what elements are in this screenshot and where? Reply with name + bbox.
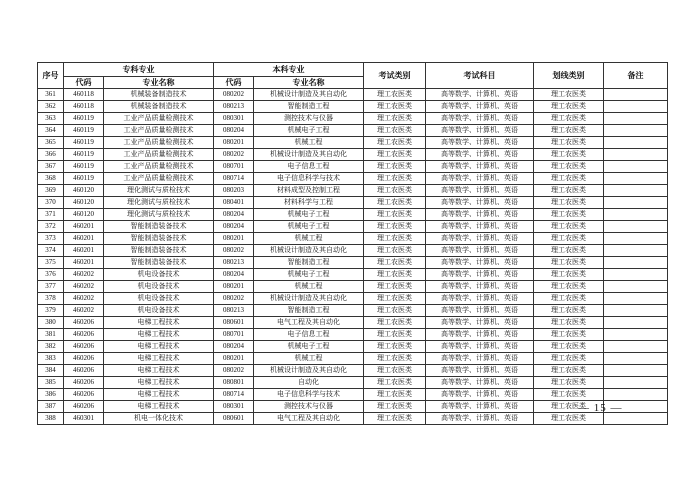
seq-cell: 382 (38, 341, 64, 353)
benke-code-cell: 080204 (214, 125, 254, 137)
benke-name-cell: 材料成型及控制工程 (254, 185, 364, 197)
benke-name-cell: 电子信息科学与技术 (254, 389, 364, 401)
note-cell (604, 329, 668, 341)
zhuanke-code-cell: 460202 (64, 269, 104, 281)
exam-subjects-cell: 高等数学、计算机、英语 (426, 185, 534, 197)
exam-type-cell: 理工农医类 (364, 305, 426, 317)
note-cell (604, 341, 668, 353)
note-cell (604, 233, 668, 245)
zhuanke-name-cell: 机电一体化技术 (104, 413, 214, 425)
zhuanke-name-cell: 电梯工程技术 (104, 317, 214, 329)
benke-code-cell: 080714 (214, 389, 254, 401)
exam-type-cell: 理工农医类 (364, 245, 426, 257)
seq-cell: 383 (38, 353, 64, 365)
benke-code-cell: 080204 (214, 221, 254, 233)
note-cell (604, 365, 668, 377)
zhuanke-name-cell: 电梯工程技术 (104, 365, 214, 377)
zhuanke-name-cell: 机电设备技术 (104, 281, 214, 293)
exam-type-cell: 理工农医类 (364, 101, 426, 113)
zhuanke-name-cell: 机械装备制造技术 (104, 89, 214, 101)
exam-type-cell: 理工农医类 (364, 353, 426, 365)
line-type-cell: 理工农医类 (534, 305, 604, 317)
exam-subjects-cell: 高等数学、计算机、英语 (426, 377, 534, 389)
line-type-cell: 理工农医类 (534, 353, 604, 365)
zhuanke-code-cell: 460206 (64, 365, 104, 377)
benke-name-cell: 机械电子工程 (254, 125, 364, 137)
seq-cell: 376 (38, 269, 64, 281)
seq-cell: 368 (38, 173, 64, 185)
table-row (38, 353, 668, 365)
zhuanke-name-cell: 机电设备技术 (104, 269, 214, 281)
benke-name-cell: 智能制造工程 (254, 305, 364, 317)
zhuanke-name-cell: 机电设备技术 (104, 305, 214, 317)
header-row-1 (38, 63, 668, 77)
table-row (38, 221, 668, 233)
zhuanke-name-cell: 电梯工程技术 (104, 353, 214, 365)
benke-code-cell: 080202 (214, 365, 254, 377)
note-cell (604, 413, 668, 425)
exam-type-cell: 理工农医类 (364, 161, 426, 173)
benke-code-cell: 080204 (214, 269, 254, 281)
line-type-cell: 理工农医类 (534, 365, 604, 377)
zhuanke-name-cell: 智能制造装备技术 (104, 245, 214, 257)
zhuanke-code-cell: 460120 (64, 185, 104, 197)
note-cell (604, 185, 668, 197)
table-row (38, 173, 668, 185)
zhuanke-code-cell: 460119 (64, 161, 104, 173)
zhuanke-name-cell: 电梯工程技术 (104, 329, 214, 341)
zhuanke-code-cell: 460120 (64, 209, 104, 221)
table-row (38, 365, 668, 377)
seq-cell: 364 (38, 125, 64, 137)
seq-cell: 365 (38, 137, 64, 149)
seq-cell: 381 (38, 329, 64, 341)
benke-code-cell: 080201 (214, 137, 254, 149)
seq-cell: 385 (38, 377, 64, 389)
benke-code-cell: 080301 (214, 113, 254, 125)
line-type-cell: 理工农医类 (534, 149, 604, 161)
benke-code-cell: 080213 (214, 257, 254, 269)
exam-subjects-cell: 高等数学、计算机、英语 (426, 353, 534, 365)
benke-name-cell: 自动化 (254, 377, 364, 389)
exam-subjects-cell: 高等数学、计算机、英语 (426, 257, 534, 269)
benke-code-cell: 080301 (214, 401, 254, 413)
benke-code-cell: 080213 (214, 305, 254, 317)
seq-cell: 387 (38, 401, 64, 413)
table-row (38, 137, 668, 149)
zhuanke-code-cell: 460118 (64, 89, 104, 101)
header-seq: 序号 (38, 63, 64, 89)
zhuanke-name-cell: 机电设备技术 (104, 293, 214, 305)
table-row (38, 413, 668, 425)
header-zhuanke: 专科专业 (64, 63, 214, 77)
zhuanke-name-cell: 工业产品质量检测技术 (104, 161, 214, 173)
note-cell (604, 101, 668, 113)
zhuanke-code-cell: 460119 (64, 125, 104, 137)
table-row (38, 377, 668, 389)
seq-cell: 384 (38, 365, 64, 377)
note-cell (604, 293, 668, 305)
exam-subjects-cell: 高等数学、计算机、英语 (426, 197, 534, 209)
note-cell (604, 209, 668, 221)
zhuanke-name-cell: 理化测试与质检技术 (104, 209, 214, 221)
benke-code-cell: 080401 (214, 197, 254, 209)
benke-name-cell: 电子信息科学与技术 (254, 173, 364, 185)
header-benke-name: 专业名称 (254, 77, 364, 89)
exam-type-cell: 理工农医类 (364, 149, 426, 161)
benke-name-cell: 材料科学与工程 (254, 197, 364, 209)
line-type-cell: 理工农医类 (534, 377, 604, 389)
seq-cell: 374 (38, 245, 64, 257)
header-benke-code: 代码 (214, 77, 254, 89)
zhuanke-code-cell: 460119 (64, 173, 104, 185)
zhuanke-code-cell: 460206 (64, 353, 104, 365)
header-zhuanke-code: 代码 (64, 77, 104, 89)
exam-subjects-cell: 高等数学、计算机、英语 (426, 245, 534, 257)
exam-subjects-cell: 高等数学、计算机、英语 (426, 269, 534, 281)
exam-subjects-cell: 高等数学、计算机、英语 (426, 293, 534, 305)
note-cell (604, 113, 668, 125)
zhuanke-code-cell: 460118 (64, 101, 104, 113)
major-mapping-table (37, 62, 668, 425)
benke-name-cell: 电子信息工程 (254, 161, 364, 173)
exam-type-cell: 理工农医类 (364, 209, 426, 221)
benke-code-cell: 080701 (214, 329, 254, 341)
seq-cell: 363 (38, 113, 64, 125)
exam-type-cell: 理工农医类 (364, 113, 426, 125)
exam-subjects-cell: 高等数学、计算机、英语 (426, 341, 534, 353)
benke-name-cell: 机械电子工程 (254, 341, 364, 353)
line-type-cell: 理工农医类 (534, 125, 604, 137)
zhuanke-name-cell: 工业产品质量检测技术 (104, 125, 214, 137)
exam-subjects-cell: 高等数学、计算机、英语 (426, 413, 534, 425)
exam-type-cell: 理工农医类 (364, 233, 426, 245)
line-type-cell: 理工农医类 (534, 233, 604, 245)
table-row (38, 305, 668, 317)
zhuanke-code-cell: 460119 (64, 137, 104, 149)
exam-subjects-cell: 高等数学、计算机、英语 (426, 209, 534, 221)
note-cell (604, 221, 668, 233)
seq-cell: 366 (38, 149, 64, 161)
benke-name-cell: 机械设计制造及其自动化 (254, 149, 364, 161)
line-type-cell: 理工农医类 (534, 281, 604, 293)
note-cell (604, 377, 668, 389)
zhuanke-code-cell: 460206 (64, 329, 104, 341)
exam-subjects-cell: 高等数学、计算机、英语 (426, 401, 534, 413)
line-type-cell: 理工农医类 (534, 101, 604, 113)
table-row (38, 389, 668, 401)
benke-code-cell: 080701 (214, 161, 254, 173)
note-cell (604, 125, 668, 137)
seq-cell: 361 (38, 89, 64, 101)
zhuanke-name-cell: 工业产品质量检测技术 (104, 137, 214, 149)
exam-subjects-cell: 高等数学、计算机、英语 (426, 149, 534, 161)
zhuanke-code-cell: 460206 (64, 377, 104, 389)
exam-type-cell: 理工农医类 (364, 413, 426, 425)
exam-subjects-cell: 高等数学、计算机、英语 (426, 125, 534, 137)
exam-subjects-cell: 高等数学、计算机、英语 (426, 389, 534, 401)
zhuanke-code-cell: 460201 (64, 233, 104, 245)
benke-code-cell: 080213 (214, 101, 254, 113)
seq-cell: 378 (38, 293, 64, 305)
line-type-cell: 理工农医类 (534, 317, 604, 329)
note-cell (604, 197, 668, 209)
seq-cell: 371 (38, 209, 64, 221)
note-cell (604, 257, 668, 269)
benke-name-cell: 机械设计制造及其自动化 (254, 293, 364, 305)
exam-type-cell: 理工农医类 (364, 173, 426, 185)
zhuanke-name-cell: 电梯工程技术 (104, 377, 214, 389)
benke-name-cell: 机械设计制造及其自动化 (254, 245, 364, 257)
exam-type-cell: 理工农医类 (364, 257, 426, 269)
note-cell (604, 353, 668, 365)
zhuanke-name-cell: 工业产品质量检测技术 (104, 149, 214, 161)
seq-cell: 380 (38, 317, 64, 329)
exam-type-cell: 理工农医类 (364, 137, 426, 149)
exam-type-cell: 理工农医类 (364, 281, 426, 293)
benke-name-cell: 电气工程及其自动化 (254, 413, 364, 425)
zhuanke-code-cell: 460301 (64, 413, 104, 425)
table-row (38, 233, 668, 245)
seq-cell: 379 (38, 305, 64, 317)
zhuanke-name-cell: 电梯工程技术 (104, 401, 214, 413)
benke-code-cell: 080601 (214, 413, 254, 425)
exam-subjects-cell: 高等数学、计算机、英语 (426, 137, 534, 149)
table-row (38, 317, 668, 329)
exam-subjects-cell: 高等数学、计算机、英语 (426, 317, 534, 329)
table-row (38, 245, 668, 257)
exam-type-cell: 理工农医类 (364, 401, 426, 413)
line-type-cell: 理工农医类 (534, 221, 604, 233)
zhuanke-code-cell: 460120 (64, 197, 104, 209)
zhuanke-code-cell: 460206 (64, 341, 104, 353)
zhuanke-name-cell: 工业产品质量检测技术 (104, 173, 214, 185)
benke-code-cell: 080204 (214, 209, 254, 221)
exam-type-cell: 理工农医类 (364, 185, 426, 197)
zhuanke-code-cell: 460201 (64, 245, 104, 257)
exam-subjects-cell: 高等数学、计算机、英语 (426, 221, 534, 233)
note-cell (604, 137, 668, 149)
note-cell (604, 389, 668, 401)
seq-cell: 377 (38, 281, 64, 293)
exam-type-cell: 理工农医类 (364, 221, 426, 233)
table-row (38, 341, 668, 353)
exam-subjects-cell: 高等数学、计算机、英语 (426, 113, 534, 125)
line-type-cell: 理工农医类 (534, 245, 604, 257)
benke-code-cell: 080201 (214, 233, 254, 245)
zhuanke-code-cell: 460202 (64, 281, 104, 293)
benke-name-cell: 机械工程 (254, 137, 364, 149)
seq-cell: 369 (38, 185, 64, 197)
zhuanke-name-cell: 理化测试与质检技术 (104, 185, 214, 197)
seq-cell: 388 (38, 413, 64, 425)
note-cell (604, 305, 668, 317)
zhuanke-code-cell: 460202 (64, 305, 104, 317)
header-exam-subjects: 考试科目 (426, 63, 534, 89)
table-row (38, 161, 668, 173)
seq-cell: 362 (38, 101, 64, 113)
note-cell (604, 317, 668, 329)
exam-subjects-cell: 高等数学、计算机、英语 (426, 173, 534, 185)
exam-subjects-cell: 高等数学、计算机、英语 (426, 365, 534, 377)
line-type-cell: 理工农医类 (534, 389, 604, 401)
benke-name-cell: 机械设计制造及其自动化 (254, 89, 364, 101)
benke-code-cell: 080202 (214, 245, 254, 257)
line-type-cell: 理工农医类 (534, 341, 604, 353)
zhuanke-name-cell: 电梯工程技术 (104, 389, 214, 401)
table-body (38, 89, 668, 425)
table-row (38, 89, 668, 101)
line-type-cell: 理工农医类 (534, 413, 604, 425)
exam-type-cell: 理工农医类 (364, 125, 426, 137)
benke-code-cell: 080203 (214, 185, 254, 197)
seq-cell: 386 (38, 389, 64, 401)
seq-cell: 367 (38, 161, 64, 173)
line-type-cell: 理工农医类 (534, 209, 604, 221)
benke-name-cell: 机械设计制造及其自动化 (254, 365, 364, 377)
zhuanke-name-cell: 理化测试与质检技术 (104, 197, 214, 209)
zhuanke-name-cell: 智能制造装备技术 (104, 233, 214, 245)
exam-type-cell: 理工农医类 (364, 389, 426, 401)
line-type-cell: 理工农医类 (534, 329, 604, 341)
exam-subjects-cell: 高等数学、计算机、英语 (426, 281, 534, 293)
seq-cell: 375 (38, 257, 64, 269)
benke-code-cell: 080204 (214, 341, 254, 353)
zhuanke-code-cell: 460201 (64, 221, 104, 233)
table-row (38, 293, 668, 305)
exam-type-cell: 理工农医类 (364, 341, 426, 353)
exam-type-cell: 理工农医类 (364, 89, 426, 101)
exam-type-cell: 理工农医类 (364, 293, 426, 305)
header-benke: 本科专业 (214, 63, 364, 77)
benke-code-cell: 080202 (214, 89, 254, 101)
exam-subjects-cell: 高等数学、计算机、英语 (426, 161, 534, 173)
benke-name-cell: 智能制造工程 (254, 101, 364, 113)
exam-type-cell: 理工农医类 (364, 269, 426, 281)
benke-name-cell: 机械工程 (254, 353, 364, 365)
table-row (38, 101, 668, 113)
line-type-cell: 理工农医类 (534, 173, 604, 185)
header-line-type: 划线类别 (534, 63, 604, 89)
page-number: — 15 — (578, 402, 623, 414)
seq-cell: 373 (38, 233, 64, 245)
line-type-cell: 理工农医类 (534, 161, 604, 173)
benke-name-cell: 智能制造工程 (254, 257, 364, 269)
benke-name-cell: 电子信息工程 (254, 329, 364, 341)
table-row (38, 185, 668, 197)
line-type-cell: 理工农医类 (534, 197, 604, 209)
table-row (38, 401, 668, 413)
zhuanke-name-cell: 电梯工程技术 (104, 341, 214, 353)
table-row (38, 149, 668, 161)
line-type-cell: 理工农医类 (534, 293, 604, 305)
exam-type-cell: 理工农医类 (364, 197, 426, 209)
zhuanke-name-cell: 智能制造装备技术 (104, 257, 214, 269)
note-cell (604, 89, 668, 101)
line-type-cell: 理工农医类 (534, 89, 604, 101)
zhuanke-code-cell: 460202 (64, 293, 104, 305)
zhuanke-name-cell: 智能制造装备技术 (104, 221, 214, 233)
table-row (38, 125, 668, 137)
benke-code-cell: 080201 (214, 281, 254, 293)
benke-code-cell: 080714 (214, 173, 254, 185)
note-cell (604, 281, 668, 293)
header-note: 备注 (604, 63, 668, 89)
exam-type-cell: 理工农医类 (364, 317, 426, 329)
exam-type-cell: 理工农医类 (364, 377, 426, 389)
line-type-cell: 理工农医类 (534, 257, 604, 269)
benke-name-cell: 机械电子工程 (254, 221, 364, 233)
zhuanke-code-cell: 460206 (64, 389, 104, 401)
benke-name-cell: 机械电子工程 (254, 269, 364, 281)
benke-code-cell: 080202 (214, 293, 254, 305)
seq-cell: 370 (38, 197, 64, 209)
benke-code-cell: 080202 (214, 149, 254, 161)
benke-name-cell: 测控技术与仪器 (254, 401, 364, 413)
line-type-cell: 理工农医类 (534, 269, 604, 281)
note-cell (604, 161, 668, 173)
seq-cell: 372 (38, 221, 64, 233)
table-row (38, 209, 668, 221)
table-row (38, 113, 668, 125)
zhuanke-code-cell: 460119 (64, 149, 104, 161)
zhuanke-code-cell: 460119 (64, 113, 104, 125)
exam-type-cell: 理工农医类 (364, 329, 426, 341)
note-cell (604, 269, 668, 281)
line-type-cell: 理工农医类 (534, 137, 604, 149)
benke-code-cell: 080201 (214, 353, 254, 365)
zhuanke-name-cell: 机械装备制造技术 (104, 101, 214, 113)
table-row (38, 197, 668, 209)
benke-name-cell: 测控技术与仪器 (254, 113, 364, 125)
note-cell (604, 149, 668, 161)
header-zhuanke-name: 专业名称 (104, 77, 214, 89)
table-row (38, 257, 668, 269)
exam-subjects-cell: 高等数学、计算机、英语 (426, 233, 534, 245)
line-type-cell: 理工农医类 (534, 401, 604, 413)
benke-name-cell: 机械工程 (254, 233, 364, 245)
line-type-cell: 理工农医类 (534, 185, 604, 197)
exam-subjects-cell: 高等数学、计算机、英语 (426, 101, 534, 113)
zhuanke-code-cell: 460201 (64, 257, 104, 269)
line-type-cell: 理工农医类 (534, 113, 604, 125)
zhuanke-name-cell: 工业产品质量检测技术 (104, 113, 214, 125)
table-row (38, 329, 668, 341)
benke-code-cell: 080801 (214, 377, 254, 389)
table-row (38, 281, 668, 293)
exam-subjects-cell: 高等数学、计算机、英语 (426, 329, 534, 341)
header-exam-type: 考试类别 (364, 63, 426, 89)
benke-name-cell: 机械工程 (254, 281, 364, 293)
benke-name-cell: 电气工程及其自动化 (254, 317, 364, 329)
exam-type-cell: 理工农医类 (364, 365, 426, 377)
exam-subjects-cell: 高等数学、计算机、英语 (426, 89, 534, 101)
zhuanke-code-cell: 460206 (64, 401, 104, 413)
zhuanke-code-cell: 460206 (64, 317, 104, 329)
note-cell (604, 173, 668, 185)
note-cell (604, 245, 668, 257)
benke-name-cell: 机械电子工程 (254, 209, 364, 221)
table-row (38, 269, 668, 281)
benke-code-cell: 080601 (214, 317, 254, 329)
exam-subjects-cell: 高等数学、计算机、英语 (426, 305, 534, 317)
